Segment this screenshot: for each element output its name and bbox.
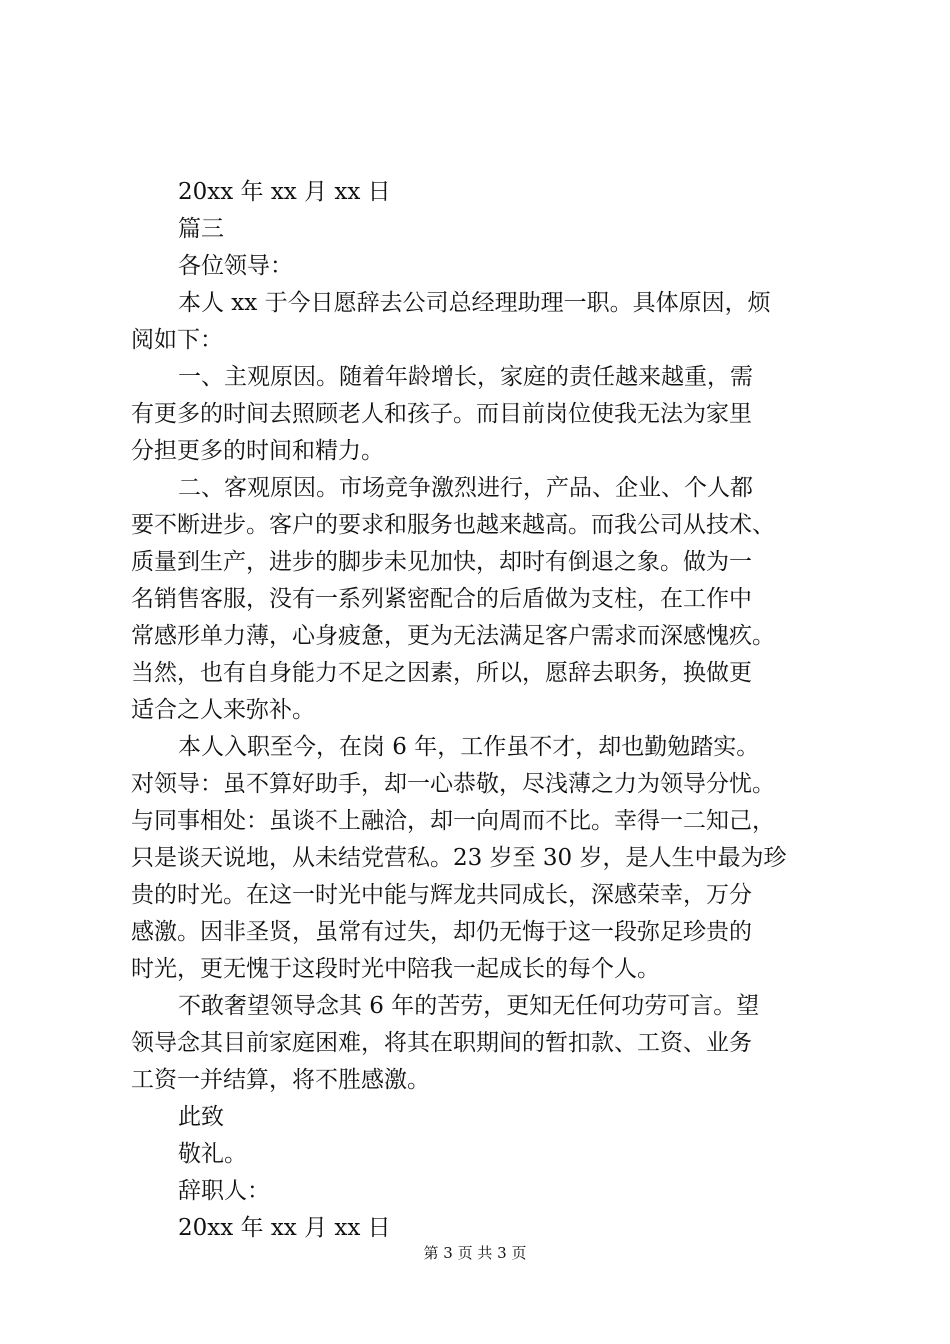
text-line: 名销售客服，没有一系列紧密配合的后盾做为支柱，在工作中 <box>131 586 752 612</box>
page-footer: 第 3 页 共 3 页 <box>423 1244 527 1262</box>
text-line: 适合之人来弥补。 <box>131 697 315 723</box>
text-line: 本人入职至今，在岗 6 年，工作虽不才，却也勤勉踏实。 <box>178 734 760 760</box>
text-line: 篇三 <box>178 216 224 242</box>
text-line: 敬礼。 <box>178 1141 247 1167</box>
text-line: 此致 <box>178 1104 224 1130</box>
text-line: 领导念其目前家庭困难，将其在职期间的暂扣款、工资、业务 <box>131 1030 752 1056</box>
text-line: 本人 xx 于今日愿辞去公司总经理助理一职。具体原因，烦 <box>178 290 771 316</box>
text-line: 对领导：虽不算好助手，却一心恭敬，尽浅薄之力为领导分忧。 <box>131 771 775 797</box>
text-line: 二、客观原因。市场竞争激烈进行，产品、企业、个人都 <box>178 475 753 501</box>
text-line: 阅如下： <box>131 327 223 353</box>
text-line: 当然，也有自身能力不足之因素，所以，愿辞去职务，换做更 <box>131 660 752 686</box>
text-line: 时光，更无愧于这段时光中陪我一起成长的每个人。 <box>131 956 660 982</box>
text-line: 感激。因非圣贤，虽常有过失，却仍无悔于这一段弥足珍贵的 <box>131 919 752 945</box>
text-line: 辞职人： <box>178 1178 270 1204</box>
text-line: 工资一并结算，将不胜感激。 <box>131 1067 430 1093</box>
text-line: 不敢奢望领导念其 6 年的苦劳，更知无任何功劳可言。望 <box>178 993 760 1019</box>
text-line: 贵的时光。在这一时光中能与辉龙共同成长，深感荣幸，万分 <box>131 882 752 908</box>
text-line: 分担更多的时间和精力。 <box>131 438 384 464</box>
text-line: 与同事相处：虽谈不上融洽，却一向周而不比。幸得一二知己， <box>131 808 775 834</box>
text-line: 一、主观原因。随着年龄增长，家庭的责任越来越重，需 <box>178 364 753 390</box>
document-body <box>131 174 843 1247</box>
text-line: 20xx 年 xx 月 xx 日 <box>178 1215 391 1241</box>
text-line: 只是谈天说地，从未结党营私。23 岁至 30 岁，是人生中最为珍 <box>131 845 787 871</box>
text-line: 常感形单力薄，心身疲惫，更为无法满足客户需求而深感愧疚。 <box>131 623 775 649</box>
text-line: 各位领导： <box>178 253 293 279</box>
text-line: 质量到生产，进步的脚步未见加快，却时有倒退之象。做为一 <box>131 549 752 575</box>
text-line: 20xx 年 xx 月 xx 日 <box>178 179 391 205</box>
text-line: 要不断进步。客户的要求和服务也越来越高。而我公司从技术、 <box>131 512 775 538</box>
text-line: 有更多的时间去照顾老人和孩子。而目前岗位使我无法为家里 <box>131 401 752 427</box>
